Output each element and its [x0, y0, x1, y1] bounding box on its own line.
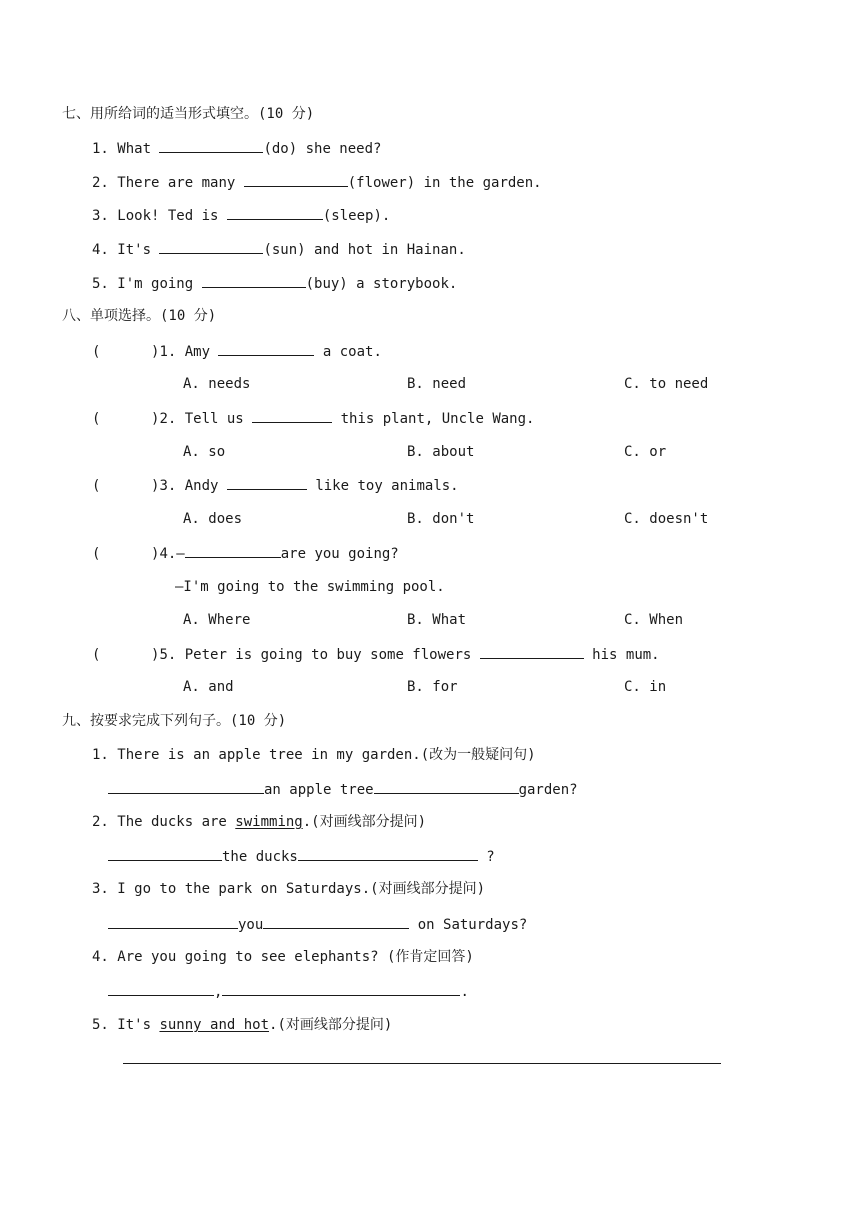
- item-text: —: [176, 546, 185, 562]
- answer-bracket[interactable]: ( ): [92, 344, 160, 360]
- choice-question-4: [92, 543, 399, 563]
- rewrite-question-4: 4. Are you going to see elephants? (作肯定回答): [92, 949, 474, 965]
- item-text: There are many: [117, 175, 244, 191]
- answer-blank: [218, 341, 314, 356]
- item-number: 2.: [92, 175, 109, 191]
- answer-blank: [252, 408, 332, 423]
- answer-blank[interactable]: [374, 779, 519, 794]
- item-text: this plant, Uncle Wang.: [332, 411, 535, 427]
- section-9-title: 九、按要求完成下列句子。(10 分): [62, 713, 287, 729]
- item-number: 3.: [92, 208, 109, 224]
- option-a[interactable]: A. and: [183, 679, 234, 695]
- rewrite-question-3: 3. I go to the park on Saturdays.(对画线部分提问): [92, 881, 486, 897]
- answer-blank: [227, 475, 307, 490]
- item-text: Amy: [184, 344, 219, 360]
- item-text: Tell us: [184, 411, 253, 427]
- answer-blank[interactable]: [108, 846, 222, 861]
- option-a[interactable]: A. does: [183, 511, 243, 527]
- section-7-title: 七、用所给词的适当形式填空。(10 分): [62, 106, 315, 122]
- choice-question-1: [92, 341, 382, 361]
- answer-text: the ducks: [222, 849, 298, 865]
- answer-blank: [185, 543, 281, 558]
- fill-item-2: [92, 172, 542, 192]
- answer-blank[interactable]: [159, 138, 263, 153]
- item-number: 1.: [92, 141, 109, 157]
- option-c[interactable]: C. or: [624, 444, 667, 460]
- option-c[interactable]: C. in: [624, 679, 667, 695]
- answer-text: ,: [214, 984, 223, 1000]
- answer-text: .: [460, 984, 469, 1000]
- item-number: 3.: [159, 478, 177, 494]
- fill-item-1: [92, 138, 381, 158]
- option-b[interactable]: B. about: [407, 444, 475, 460]
- option-c[interactable]: C. doesn't: [624, 511, 709, 527]
- answer-blank[interactable]: [108, 779, 264, 794]
- fill-item-4: [92, 239, 466, 259]
- item-text: like toy animals.: [306, 478, 459, 494]
- option-c[interactable]: C. When: [624, 612, 684, 628]
- answer-blank[interactable]: [202, 273, 306, 288]
- question-text: .(对画线部分提问): [269, 1017, 393, 1033]
- rewrite-question-1: 1. There is an apple tree in my garden.(改为一般疑问句): [92, 747, 536, 763]
- item-text: What: [117, 141, 160, 157]
- item-text: (sun) and hot in Hainan.: [263, 242, 466, 258]
- answer-text: ?: [477, 849, 495, 865]
- answer-text: you: [238, 917, 264, 933]
- rewrite-answer-2: [108, 846, 495, 866]
- question-text: 2. The ducks are: [92, 814, 236, 830]
- answer-blank[interactable]: [222, 981, 460, 996]
- item-text: are you going?: [280, 546, 399, 562]
- rewrite-answer-4: [108, 981, 469, 1001]
- item-number: 2.: [159, 411, 177, 427]
- question-text: .(对画线部分提问): [302, 814, 427, 830]
- answer-blank[interactable]: [298, 846, 478, 861]
- answer-blank[interactable]: [159, 239, 263, 254]
- item-text: a coat.: [314, 344, 382, 360]
- answer-blank[interactable]: [227, 205, 323, 220]
- item-text: (flower) in the garden.: [347, 175, 542, 191]
- fill-item-3: [92, 205, 390, 225]
- item-text: Look! Ted is: [117, 208, 227, 224]
- rewrite-answer-3: [108, 914, 527, 934]
- choice-question-2: [92, 408, 534, 428]
- answer-blank[interactable]: [108, 981, 214, 996]
- rewrite-answer-1: [108, 779, 578, 799]
- answer-line[interactable]: [123, 1063, 721, 1064]
- item-text: Andy: [184, 478, 227, 494]
- option-a[interactable]: A. Where: [183, 612, 251, 628]
- item-text: (sleep).: [322, 208, 391, 224]
- option-b[interactable]: B. don't: [407, 511, 475, 527]
- item-number: 5.: [92, 276, 109, 292]
- answer-text: on Saturdays?: [409, 917, 528, 933]
- item-number: 1.: [159, 344, 177, 360]
- answer-bracket[interactable]: ( ): [92, 546, 160, 562]
- choice-question-5: [92, 644, 660, 664]
- option-b[interactable]: B. need: [407, 376, 467, 392]
- answer-text: garden?: [518, 782, 578, 798]
- item-text: It's: [117, 242, 160, 258]
- option-b[interactable]: B. for: [407, 679, 458, 695]
- answer-text: an apple tree: [264, 782, 374, 798]
- choice-question-3: [92, 475, 459, 495]
- option-c[interactable]: C. to need: [624, 376, 709, 392]
- item-text: Peter is going to buy some flowers: [184, 647, 480, 663]
- answer-blank[interactable]: [108, 914, 238, 929]
- item-text: I'm going: [117, 276, 202, 292]
- item-text: his mum.: [583, 647, 660, 663]
- rewrite-question-2: [92, 812, 426, 832]
- answer-bracket[interactable]: ( ): [92, 411, 160, 427]
- item-number: 5.: [159, 647, 177, 663]
- section-8-title: 八、单项选择。(10 分): [62, 308, 217, 324]
- question-text: 5. It's: [92, 1017, 160, 1033]
- answer-bracket[interactable]: ( ): [92, 647, 160, 663]
- answer-bracket[interactable]: ( ): [92, 478, 160, 494]
- option-b[interactable]: B. What: [407, 612, 467, 628]
- item-number: 4.: [92, 242, 109, 258]
- item-text: (do) she need?: [263, 141, 382, 157]
- fill-item-5: [92, 273, 457, 293]
- option-a[interactable]: A. so: [183, 444, 226, 460]
- underlined-part: swimming: [235, 814, 303, 830]
- option-a[interactable]: A. needs: [183, 376, 251, 392]
- underlined-part: sunny and hot: [159, 1017, 270, 1033]
- dialogue-reply: —I'm going to the swimming pool.: [175, 579, 445, 595]
- rewrite-question-5: [92, 1015, 392, 1035]
- answer-blank[interactable]: [263, 914, 409, 929]
- item-text: (buy) a storybook.: [305, 276, 458, 292]
- item-number: 4.: [159, 546, 177, 562]
- answer-blank: [480, 644, 584, 659]
- answer-blank[interactable]: [244, 172, 348, 187]
